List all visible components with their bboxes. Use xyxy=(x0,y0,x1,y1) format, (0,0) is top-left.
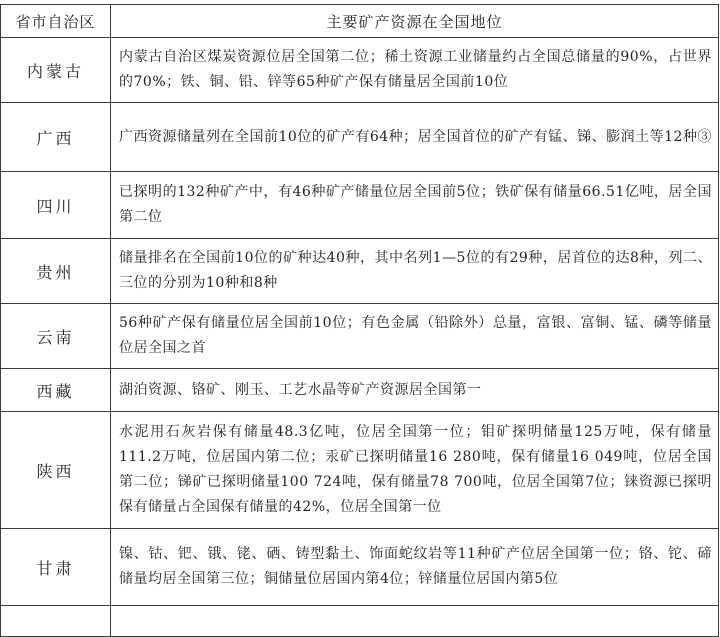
description-cell: 湖泊资源、铬矿、刚玉、工艺水晶等矿产资源居全国第一 xyxy=(111,369,719,412)
table-row xyxy=(1,103,719,172)
province-cell: 云南 xyxy=(1,304,111,369)
table-row xyxy=(1,369,719,412)
table-header-row xyxy=(1,5,719,38)
mineral-resources-table xyxy=(0,4,719,637)
province-cell: 贵州 xyxy=(1,239,111,304)
cut-off-text xyxy=(119,625,712,635)
description-cell: 镍、钴、钯、锇、铑、硒、铸型黏土、饰面蛇纹岩等11种矿产位居全国第一位；铬、铊、碲储量均居全国第三位；铜储量位居国内第4位；锌储量位居国内第5位 xyxy=(111,529,719,606)
table-row xyxy=(1,529,719,606)
description-cell: 56种矿产保有储量位居全国前10位；有色金属（铅除外）总量，富银、富铜、锰、磷等储量位居全国之首 xyxy=(111,304,719,369)
description-cell: 储量排名在全国前10位的矿种达40种，其中名列1—5位的有29种，居首位的达8种，列二、三位的分别为10种和8种 xyxy=(111,239,719,304)
table-row xyxy=(1,38,719,103)
header-province: 省市自治区 xyxy=(1,5,111,38)
province-cell: 西藏 xyxy=(1,369,111,412)
description-cell: 广西资源储量列在全国前10位的矿产有64种；居全国首位的矿产有锰、锑、膨润土等12种③ xyxy=(111,103,719,172)
table-row xyxy=(1,304,719,369)
table-row xyxy=(1,239,719,304)
province-cell: 甘肃 xyxy=(1,529,111,606)
description-cell: 内蒙古自治区煤炭资源位居全国第二位；稀土资源工业储量约占全国总储量的90%，占世界的70%；铁、铜、铅、锌等65种矿产保有储量居全国前10位 xyxy=(111,38,719,103)
description-cell: 已探明的132种矿产中，有46种矿产储量位居全国前5位；铁矿保有储量66.51亿吨，居全国第二位 xyxy=(111,172,719,239)
header-status: 主要矿产资源在全国地位 xyxy=(111,5,719,38)
table-row xyxy=(1,172,719,239)
province-cell: 陕西 xyxy=(1,412,111,529)
table-row xyxy=(1,412,719,529)
description-cell: 水泥用石灰岩保有储量48.3亿吨，位居全国第一位；钼矿探明储量125万吨，保有储量111.2万吨，位居国内第二位；汞矿已探明储量16 280吨，保有储量16 049吨，位居全国第二位；锑矿已探明储量100 724吨，保有储量78 700吨，位居全国第7位；铼资源已探明保有储量占全国保有储量的42%，位居全国第一位 xyxy=(111,412,719,529)
province-cell: 内蒙古 xyxy=(1,38,111,103)
province-cell: 广西 xyxy=(1,103,111,172)
province-cell: 四川 xyxy=(1,172,111,239)
